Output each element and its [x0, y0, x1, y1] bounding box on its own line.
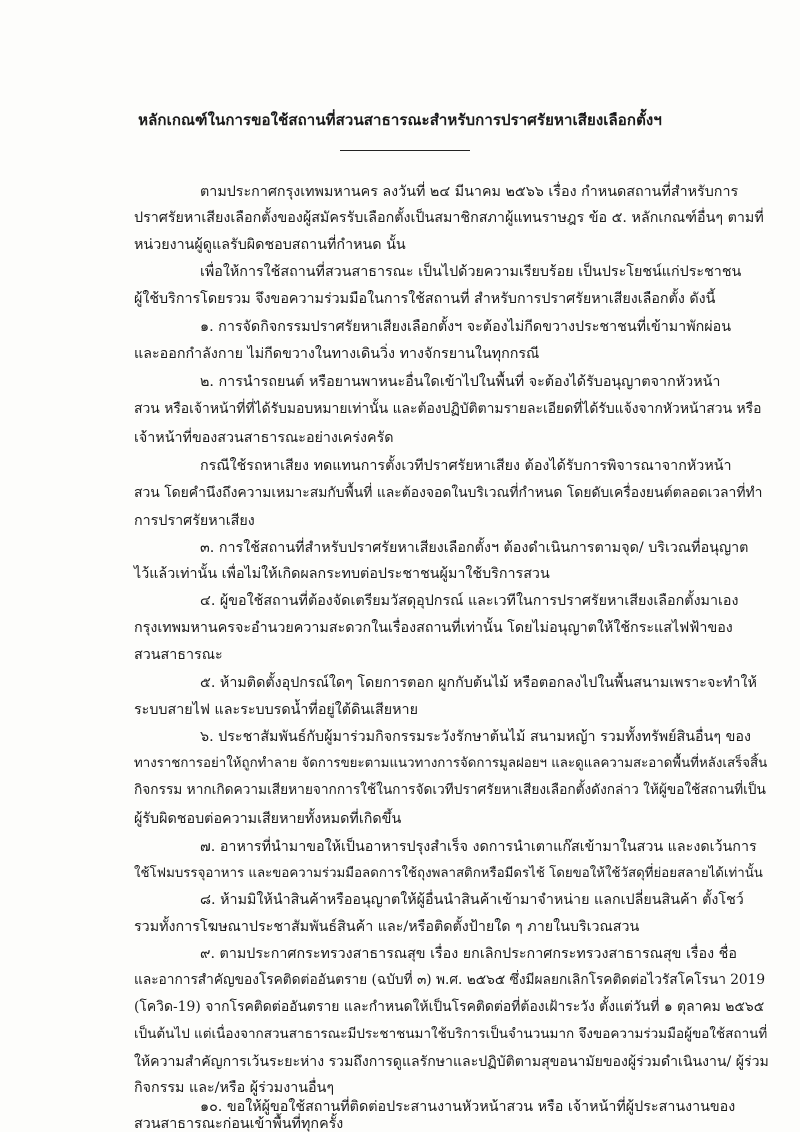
paragraph-line: ใช้โฟมบรรจุอาหาร และขอความร่วมมือลดการใช้ถุงพลาสติกหรือมีดรไช้ โดยขอให้ใช้วัสดุที่ย่อยสลายได้เท่านั้น: [134, 866, 763, 881]
paragraph-line: การปราศรัยหาเสียง: [134, 513, 255, 529]
paragraph-line: เพื่อให้การใช้สถานที่สวนสาธารณะ เป็นไปด้วยความเรียบร้อย เป็นประโยชน์แก่ประชาชน: [200, 264, 742, 280]
paragraph-line: (โควิด-19) จากโรคติดต่ออันตราย และกำหนดให้เป็นโรคติดต่อที่ต้องเฝ้าระวัง ตั้งแต่วันที่ ๑ ตุลาคม ๒๕๖๕: [134, 999, 765, 1015]
paragraph-line: ระบบสายไฟ และระบบรดน้ำที่อยู่ใต้ดินเสียหาย: [134, 702, 418, 718]
paragraph-line: กิจกรรม และ/หรือ ผู้ร่วมงานอื่นๆ: [134, 1080, 335, 1096]
paragraph-line: เป็นต้นไป แต่เนื่องจากสวนสาธารณะมีประชาชนมาใช้บริการเป็นจำนวนมาก จึงขอความร่วมมือผู้ขอใช้สถานที่: [134, 1026, 768, 1042]
paragraph-line: สวนสาธารณะ: [134, 647, 223, 663]
paragraph-line: สวน โดยคำนึงถึงความเหมาะสมกับพื้นที่ และต้องจอดในบริเวณที่กำหนด โดยดับเครื่องยนต์ตลอดเวลาที่ทำ: [134, 485, 763, 501]
paragraph-line: ปราศรัยหาเสียงเลือกตั้งของผู้สมัครรับเลือกตั้งเป็นสมาชิกสภาผู้แทนราษฎร ข้อ ๕. หลักเกณฑ์อื่นๆ ตามที่: [134, 210, 764, 226]
paragraph-line: ๑. การจัดกิจกรรมปราศรัยหาเสียงเลือกตั้งฯ จะต้องไม่กีดขวางประชาชนที่เข้ามาพักผ่อน: [200, 319, 732, 335]
paragraph-line: ไว้แล้วเท่านั้น เพื่อไม่ให้เกิดผลกระทบต่อประชาชนผู้มาใช้บริการสวน: [134, 566, 550, 582]
paragraph-line: เจ้าหน้าที่ของสวนสาธารณะอย่างเคร่งครัด: [134, 430, 394, 446]
paragraph-line: ผู้ใช้บริการโดยรวม จึงขอความร่วมมือในการใช้สถานที่ สำหรับการปราศรัยหาเสียงเลือกตั้ง ดังนี้: [134, 291, 716, 307]
paragraph-line: ๕. ห้ามติดตั้งอุปกรณ์ใดๆ โดยการตอก ผูกกับต้นไม้ หรือตอกลงไปในพื้นสนามเพราะจะทำให้: [200, 675, 757, 691]
paragraph-line: ทางราชการอย่าให้ถูกทำลาย จัดการขยะตามแนวทางการจัดการมูลฝอยฯ และดูแลความสะอาดพื้นที่หลังเสร็จสิ้น: [134, 756, 768, 771]
paragraph-line: ตามประกาศกรุงเทพมหานคร ลงวันที่ ๒๔ มีนาคม ๒๕๖๖ เรื่อง กำหนดสถานที่สำหรับการ: [200, 184, 739, 200]
paragraph-line: ๘. ห้ามมิให้นำสินค้าหรืออนุญาตให้ผู้อื่นนำสินค้าเข้ามาจำหน่าย แลกเปลี่ยนสินค้า ตั้งโชว์: [200, 892, 744, 908]
paragraph-line: กรณีใช้รถหาเสียง ทดแทนการตั้งเวทีปราศรัยหาเสียง ต้องได้รับการพิจารณาจากหัวหน้า: [200, 458, 732, 474]
title-underline: [340, 150, 470, 151]
paragraph-line: กรุงเทพมหานครจะอำนวยความสะดวกในเรื่องสถานที่เท่านั้น โดยไม่อนุญาตให้ใช้กระแสไฟฟ้าของ: [134, 620, 733, 636]
paragraph-line: ผู้รับผิดชอบต่อความเสียหายทั้งหมดที่เกิดขึ้น: [134, 811, 402, 827]
paragraph-line: ๒. การนำรถยนต์ หรือยานพาหนะอื่นใดเข้าไปในพื้นที่ จะต้องได้รับอนุญาตจากหัวหน้า: [200, 374, 721, 390]
paragraph-line: ๗. อาหารที่นำมาขอให้เป็นอาหารปรุงสำเร็จ งดการนำเตาแก๊สเข้ามาในสวน และงดเว้นการ: [200, 839, 757, 855]
paragraph-line: หน่วยงานผู้ดูแลรับผิดชอบสถานที่กำหนด นั้น: [134, 237, 406, 253]
paragraph-line: รวมทั้งการโฆษณาประชาสัมพันธ์สินค้า และ/หรือติดตั้งป้ายใด ๆ ภายในบริเวณสวน: [134, 919, 640, 935]
paragraph-line: สวน หรือเจ้าหน้าที่ที่ได้รับมอบหมายเท่านั้น และต้องปฏิบัติตามรายละเอียดที่ได้รับแจ้งจากหัวหน้าสวน หรือ: [134, 401, 762, 417]
paragraph-line: ๔. ผู้ขอใช้สถานที่ต้องจัดเตรียมวัสดุอุปกรณ์ และเวทีในการปราศรัยหาเสียงเลือกตั้งมาเอง: [200, 593, 739, 609]
paragraph-line: กิจกรรม หากเกิดความเสียหายจากการใช้ในการจัดเวทีปราศรัยหาเสียงเลือกตั้งดังกล่าว ให้ผู้ขอใช้สถานที่เป็น: [134, 782, 766, 798]
paragraph-line: ๙. ตามประกาศกระทรวงสาธารณสุข เรื่อง ยกเลิกประกาศกระทรวงสาธารณสุข เรื่อง ชื่อ: [200, 946, 737, 962]
document-title: หลักเกณฑ์ในการขอใช้สถานที่สวนสาธารณะสำหรับการปราศรัยหาเสียงเลือกตั้งฯ: [138, 111, 662, 129]
paragraph-line: ให้ความสำคัญการเว้นระยะห่าง รวมถึงการดูแลรักษาและปฏิบัติตามสุขอนามัยของผู้ร่วมดำเนินงาน/ ผู้ร่วม: [134, 1054, 769, 1070]
paragraph-line: ๓. การใช้สถานที่สำหรับปราศรัยหาเสียงเลือกตั้งฯ ต้องดำเนินการตามจุด/ บริเวณที่อนุญาต: [200, 540, 749, 556]
paragraph-line: ๖. ประชาสัมพันธ์กับผู้มาร่วมกิจกรรมระวังรักษาต้นไม้ สนามหญ้า รวมทั้งทรัพย์สินอื่นๆ ของ: [200, 729, 751, 745]
paragraph-line: และออกกำลังกาย ไม่กีดขวางในทางเดินวิ่ง ทางจักรยานในทุกกรณี: [134, 346, 540, 362]
paragraph-line: และอาการสำคัญของโรคติดต่ออันตราย (ฉบับที่ ๓) พ.ศ. ๒๕๖๕ ซึ่งมีผลยกเลิกโรคติดต่อไวรัสโคโรนา 2019: [134, 972, 766, 988]
paragraph-line: ๑๐. ขอให้ผู้ขอใช้สถานที่ติดต่อประสานงานหัวหน้าสวน หรือ เจ้าหน้าที่ผู้ประสานงานของ: [200, 1099, 736, 1115]
paragraph-line: สวนสาธารณะก่อนเข้าพื้นที่ทุกครั้ง: [134, 1116, 344, 1132]
